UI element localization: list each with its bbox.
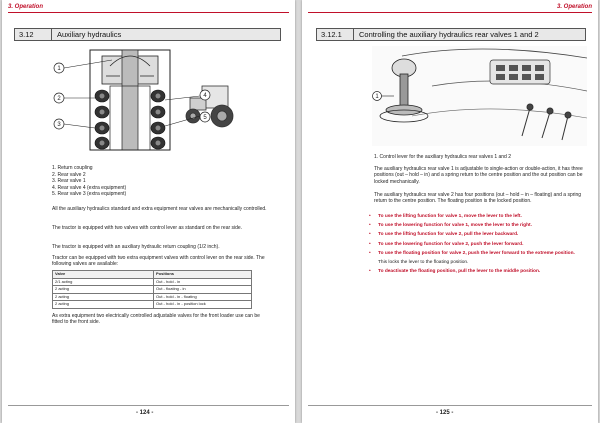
bullet-icon: •	[369, 223, 371, 229]
table-header-cell: Positions	[154, 271, 252, 279]
bullet-icon: •	[369, 241, 371, 247]
instruction-item	[368, 232, 588, 238]
table-row	[53, 286, 252, 294]
page-number: - 125 -	[436, 410, 454, 416]
paragraph: All the auxiliary hydraulics standard and extra equipment rear valves are mechanically controlled.	[52, 206, 267, 212]
valves-table	[52, 270, 252, 309]
running-head: 3. Operation	[556, 4, 592, 10]
bullet-icon: •	[369, 250, 371, 256]
footer-rule	[308, 405, 592, 406]
section-title: Auxiliary hydraulics	[57, 30, 122, 39]
footer-rule	[8, 405, 289, 406]
instruction-item	[368, 214, 588, 220]
instruction-note	[368, 260, 588, 266]
callout-1: 1	[57, 66, 61, 72]
table-row	[53, 293, 252, 301]
instruction-text: To use the floating position for valve 2, push the lever forward to the extreme position.	[378, 250, 575, 256]
header-rule	[8, 12, 289, 13]
control-lever-illustration	[372, 46, 587, 146]
instruction-text: To use the lowering function for valve 2, push the lever forward.	[378, 241, 524, 247]
table-header-row	[53, 271, 252, 279]
caption-item: 2. Rear valve 2	[52, 171, 86, 178]
table-row	[53, 278, 252, 286]
left-page	[2, 0, 295, 423]
callout-1: 1	[375, 94, 379, 100]
table-row	[53, 301, 252, 309]
section-heading	[14, 28, 281, 41]
table-header-cell: Valve	[53, 271, 154, 279]
table-cell: Out - floating - in	[154, 286, 252, 294]
table-cell: 2/1 acting	[53, 278, 154, 286]
instruction-item	[368, 242, 588, 248]
instruction-item	[368, 269, 588, 275]
table-cell: 2 acting	[53, 301, 154, 309]
paragraph: The tractor is equipped with an auxiliary hydraulic return coupling (1/2 inch).	[52, 244, 220, 250]
bullet-icon: •	[369, 214, 371, 219]
instruction-text: To deactivate the floating position, pull the lever to the middle position.	[378, 269, 541, 275]
section-heading	[316, 28, 586, 41]
caption-item: 4. Rear valve 4 (extra equipment)	[52, 184, 127, 191]
table-cell: Out - hold - in	[154, 278, 252, 286]
instruction-text: To use the lifting function for valve 1, move the lever to the left.	[378, 214, 522, 219]
figure-caption: 1. Control lever for the auxiliary hydraulics rear valves 1 and 2	[374, 154, 512, 160]
paragraph: As extra equipment two electrically controlled adjustable valves for the front loader use can be fitted to the front side.	[52, 313, 260, 326]
hydraulic-valves-diagram	[50, 46, 250, 156]
section-number: 3.12	[15, 29, 52, 40]
header-rule	[308, 12, 592, 13]
callout-4: 4	[203, 93, 207, 99]
bullet-icon: •	[369, 269, 371, 275]
section-number: 3.12.1	[317, 29, 354, 40]
paragraph: Tractor can be equipped with two extra equipment valves with control lever on the rear side. The following valves are available:	[52, 255, 265, 268]
caption-item: 1. Return coupling	[52, 165, 93, 171]
instruction-item	[368, 223, 588, 229]
running-head: 3. Operation	[8, 4, 44, 10]
figure-captions	[52, 165, 126, 198]
right-page	[302, 0, 598, 423]
callout-3: 3	[57, 122, 61, 128]
paragraph: The auxiliary hydraulics rear valve 1 is adjustable to single-action or double-action, it has three positions (out – hold – in) and a spring return to the centre position and the out position can be locked mechanically.	[374, 166, 583, 185]
paragraph: The auxiliary hydraulics rear valve 2 has four positions (out – hold – in – floating) and a spring return to the centre position. The floating position is the locked position.	[374, 192, 582, 205]
callout-2: 2	[57, 96, 61, 102]
caption-item: 3. Rear valve 1	[52, 178, 86, 184]
page-number: - 124 -	[136, 410, 154, 416]
table-cell: Out - hold - in - floating	[154, 293, 252, 301]
table-cell: Out - hold - in - position lock	[154, 301, 252, 309]
callout-5: 5	[203, 115, 207, 121]
paragraph: The tractor is equipped with two valves with control lever as standard on the rear side.	[52, 225, 243, 231]
table-cell: 2 acting	[53, 286, 154, 294]
switch-panel	[490, 60, 550, 84]
section-title: Controlling the auxiliary hydraulics rear valves 1 and 2	[359, 30, 539, 39]
caption-item: 5. Rear valve 3 (extra equipment)	[52, 191, 127, 197]
instruction-text: This locks the lever to the floating position.	[378, 260, 469, 266]
instruction-text: To use the lifting function for valve 2, pull the lever backward.	[378, 232, 519, 238]
instruction-text: To use the lowering function for valve 1, move the lever to the right.	[378, 223, 532, 229]
table-cell: 2 acting	[53, 293, 154, 301]
instruction-item	[368, 251, 588, 257]
instruction-list	[368, 214, 588, 278]
bullet-icon: •	[369, 232, 371, 238]
